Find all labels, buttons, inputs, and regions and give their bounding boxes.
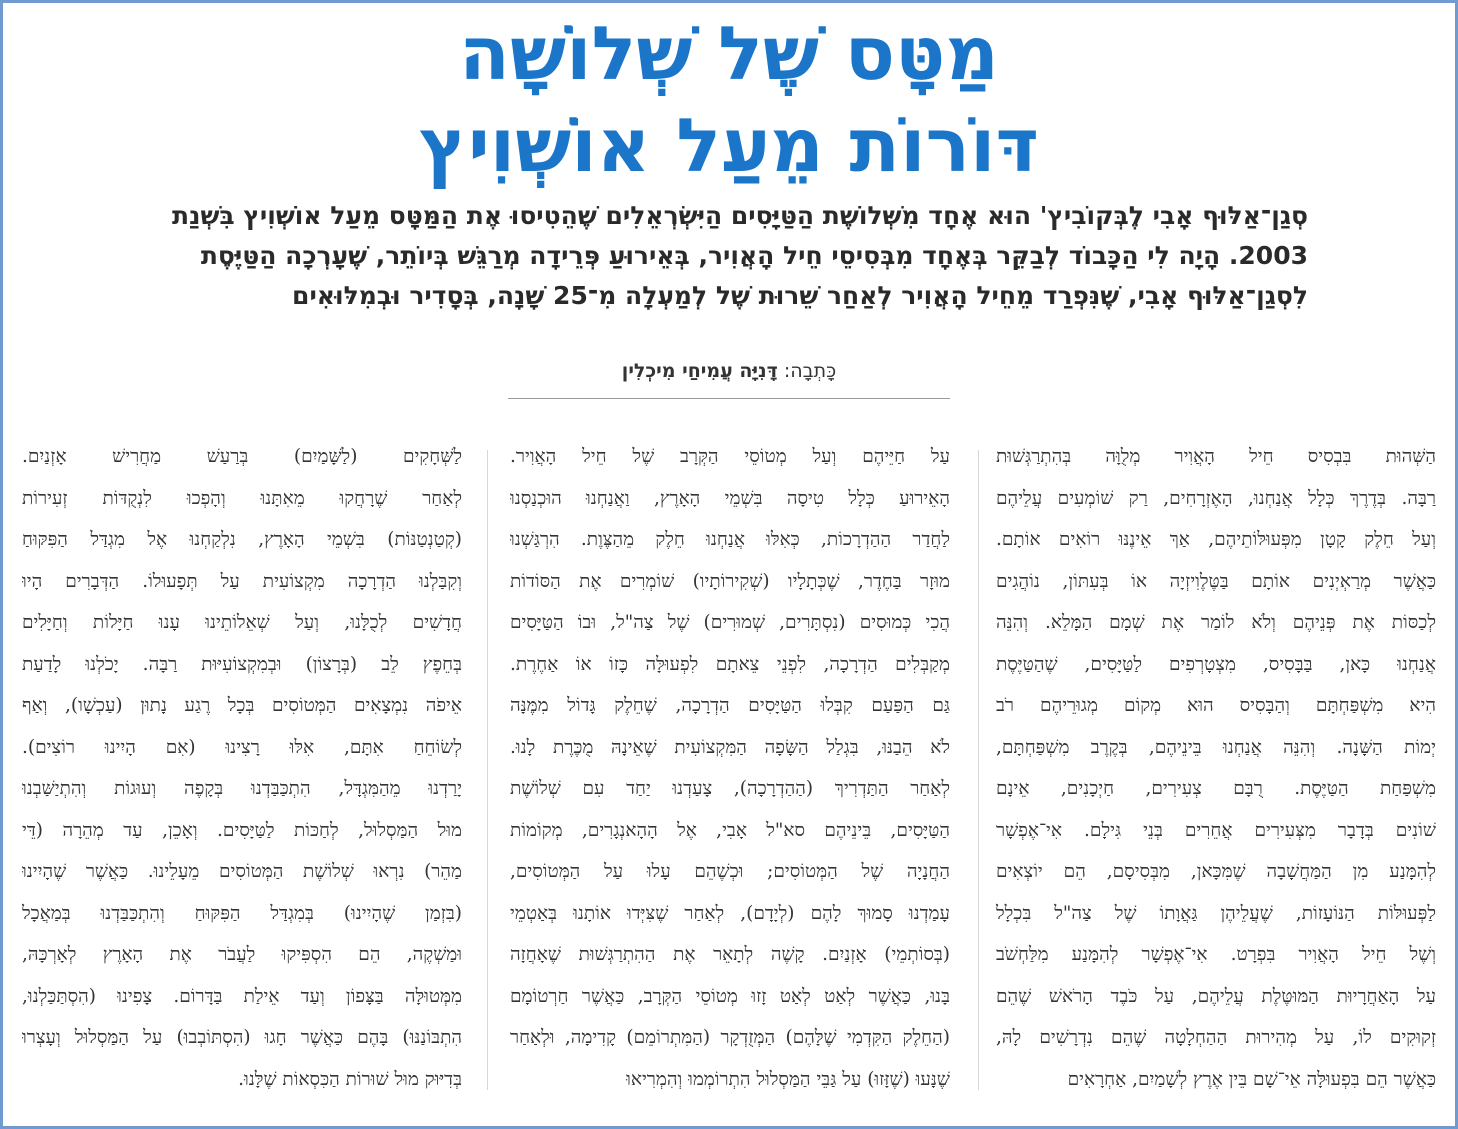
- lead-line: לִסְגַן־אַלּוּף אָבִי, שֶׁנִּפְרַד מֵחֵיל הָאֲוִיר לְאַחַר שֵׁרוּת שֶׁל לְמַעְלָה מִ־25 שָׁנָה, בְּסָדִיר וּבְמִלּוּאִים: [292, 281, 1308, 310]
- text-line: בְּחֵפֶץ לֵב (בְּרָצוֹן) וּבְמִקְצוֹעִיּוּת רַבָּה. יָכֹלְנוּ לָדַעַת: [22, 653, 462, 675]
- text-line: אֵיפֹה נִמְצָאִים הַמְּטוֹסִים בְּכָל רֶגַע נָתוּן (עַכְשָׁו), וְאַף: [22, 695, 462, 716]
- text-line: הַטַּיָּסִים, בֵּינֵיהֶם סא"ל אָבִי, אֶל הָהָאנְגָרִים, מְקוֹמוֹת: [510, 819, 950, 841]
- text-line: מְקַבְּלִים הַדְרָכָה, לִפְנֵי צֵאתָם לִפְעוּלָּה כָּזוֹ אוֹ אַחֶרֶת.: [510, 653, 950, 675]
- text-line: לְכַסּוֹת אֶת פְּנֵיהֶם וְלֹא לוֹמַר אֶת שְׁמָם הַמָּלֵא. וְהִנֵּה: [996, 612, 1436, 633]
- text-line: שֶׁנָּעוּ (שֶׁזָּזוּ) עַל גַּבֵּי הַמַּסְלוּל הִתְרוֹמְמוּ וְהִמְרִיאוּ: [626, 1068, 950, 1090]
- headline-line-1: מַטָּס שֶׁל שְׁלוֹשָׁה: [459, 11, 999, 97]
- text-line: לֹא הֵבַנּוּ, בִּגְלַל הַשָּׂפָה הַמִּקְצוֹעִית שֶׁאֵינָהּ מֻכֶּרֶת לָנוּ.: [510, 736, 950, 758]
- text-line: כַּאֲשֶׁר מְרַאְיְנִים אוֹתָם בַּטֶּלֶוִיזְיָה אוֹ בְּעִתּוֹן, נוֹהֲגִים: [996, 570, 1436, 592]
- lead-paragraph: [70, 196, 1308, 316]
- text-line: הָאֵירוּעַ כְּלָל טִיסָה בִּשְׁמֵי הָאָרֶץ, וַאֲנַחְנוּ הוּכְנַסְנוּ: [510, 487, 950, 509]
- text-line: (קְטַנְטַנּוֹת) בִּשְׁמֵי הָאָרֶץ, נִלְקַחְנוּ אֶל מִגְדַּל הַפִּקּוּחַ: [22, 529, 462, 550]
- text-line: הַחֲנָיָה שֶׁל הַמְּטוֹסִים; וּכְשֶׁהֵם עָלוּ עַל הַמְּטוֹסִים,: [510, 861, 950, 882]
- text-line: מוּזָר בַּחֶדֶר, שֶׁכְּתָלָיו (שְׁקִירוֹתָיו) שׁוֹמְרִים אֶת הַסּוֹדוֹת: [510, 570, 950, 592]
- column-left: [22, 436, 462, 1100]
- text-line: לְאַחַר שֶׁרָחֲקוּ מֵאִתָּנוּ וְהָפְכוּ לִנְקֻדּוֹת זְעִירוֹת: [22, 487, 462, 509]
- text-line: אֲנַחְנוּ כָּאן, בַּבָּסִיס, מִצְטָרְפִים לַטַּיָּסִים, שֶׁהַטַּיֶּסֶת: [996, 653, 1436, 675]
- column-right: [996, 436, 1436, 1100]
- text-line: הַשְּׁהוּת בִּבְסִיס חֵיל הָאֲוִיר מְלֻוָּה בְּהִתְרַגְּשׁוּת: [996, 446, 1436, 467]
- lead-line: סְגַן־אַלּוּף אָבִי לֶבְּקוֹבִיץ' הוּא אֶחָד מִשְּׁלוֹשֶׁת הַטַּיָּסִים הַיִּשְׂרְאֵלִים שֶׁהֵטִיסוּ אֶת הַמַּטָּס מֵעַל אוֹשְׁוִיץ בִּשְׁנַת: [172, 201, 1308, 230]
- byline-prefix: כָּתְבָה:: [783, 360, 837, 382]
- text-line: וְעַל חֵלֶק קָטָן מִפְּעוּלּוֹתֵיהֶם, אַךְ אֵינֶנּוּ רוֹאִים אוֹתָם.: [996, 529, 1436, 550]
- text-line: יְמוֹת הַשָּׁנָה. וְהִנֵּה אֲנַחְנוּ בֵּינֵיהֶם, בְּקֶרֶב מִשְׁפַּחְתָּם,: [996, 736, 1436, 758]
- text-line: הֲכִי כְּמוּסִים (נִסְתָּרִים, שְׁמוּרִים) שֶׁל צַה"ל, וּבוֹ הַטַּיָּסִים: [510, 612, 950, 633]
- text-line: וְקִבַּלְנוּ הַדְרָכָה מִקְצוֹעִית עַל תְּפָעוּלוֹ. הַדְּבָרִים הָיוּ: [22, 570, 462, 592]
- text-line: (הַחֵלֶק הַקִּדְמִי שֶׁלָּהֶם) הַמְּזֻדְקָר (הַמִּתְרוֹמֵם) קָדִימָה, וּלְאַחַר: [510, 1027, 950, 1048]
- byline-divider: [508, 398, 950, 399]
- text-line: עָמַדְנוּ סָמוּךְ לָהֶם (לְיָדָם), לְאַחַר שֶׁצִּיְּדוּ אוֹתָנוּ בְּאַטְמֵי: [510, 902, 950, 924]
- text-line: בָּנוּ, כַּאֲשֶׁר לְאַט לְאַט זָזוּ מְטוֹסֵי הַקְּרָב, כַּאֲשֶׁר חַרְטוֹמָם: [510, 985, 950, 1007]
- text-line: מַהֵר) נִרְאוּ שְׁלוֹשֶׁת הַמְּטוֹסִים מֵעָלֵינוּ. כַּאֲשֶׁר שֶׁהָיִינוּ: [22, 861, 462, 882]
- text-line: חֲדָשִׁים לְכֻלָּנוּ, וְעַל שְׁאֵלוֹתֵינוּ עָנוּ חַיָּלוֹת וְחַיָּלִים: [22, 612, 462, 633]
- text-line: עַל חַיֵּיהֶם וְעַל מְטוֹסֵי הַקְּרָב שֶׁל חֵיל הָאֲוִיר.: [510, 446, 950, 467]
- text-line: שׁוֹנִים בְּדָבָר מִצְּעִירִים אֲחֵרִים בְּנֵי גִּילָם. אִי־אֶפְשָׁר: [996, 819, 1436, 841]
- text-line: לַשְּׁחָקִים (לַשָּׁמַיִם) בְּרַעַשׁ מַחֲרִישׁ אָזְנַיִם.: [22, 446, 462, 467]
- text-line: מוּל הַמַּסְלוּל, לְחַכּוֹת לַטַּיָּסִים. וְאָכֵן, עַד מְהֵרָה (דֵּי: [22, 819, 462, 841]
- text-line: וְשֶׁל חֵיל הָאֲוִיר בִּפְרָט. אִי־אֶפְשָׁר לְהִמָּנַע מִלַּחְשֹׁב: [996, 944, 1436, 965]
- text-line: יָרַדְנוּ מֵהַמִּגְדָּל, הִתְכַּבַּדְנוּ בְּקָפֶה וְעוּגוֹת וְהִתְיַשַּׁבְנוּ: [22, 778, 462, 799]
- text-line: (בִּזְמַן שֶׁהָיִינוּ) בְּמִגְדַּל הַפִּקּוּחַ וְהִתְכַּבַּדְנוּ בְּמַאֲכָל: [22, 902, 462, 924]
- text-line: וּמַשְׁקֶה, הֵם הִסְפִּיקוּ לַעֲבֹר אֶת הָאָרֶץ לְאָרְכָּהּ,: [22, 944, 462, 965]
- text-line: הִתְבּוֹנַנּוּ) בָּהֶם כַּאֲשֶׁר חָגוּ (הִסְתּוֹבְבוּ) עַל הַמַּסְלוּל וְעָצְרוּ: [22, 1027, 462, 1048]
- text-line: בְּדִיּוּק מוּל שׁוּרוֹת הַכִּסְאוֹת שֶׁלָּנוּ.: [238, 1068, 462, 1090]
- text-line: מִמְּטוּלָּה בַּצָּפוֹן וְעַד אֵילַת בַּדָּרוֹם. צָפִינוּ (הִסְתַּכַּלְנוּ,: [22, 985, 462, 1007]
- text-line: עַל הָאַחֲרָיוּת הַמּוּטֶּלֶת עֲלֵיהֶם, עַל כֹּבֶד הָרֹאשׁ שֶׁהֵם: [996, 985, 1436, 1007]
- text-line: כַּאֲשֶׁר הֵם בִּפְעוּלָּה אֵי־שָׁם בֵּין אֶרֶץ לְשָׁמַיִם, אַחְרָאִים: [1067, 1068, 1436, 1090]
- text-line: רַבָּה. בְּדֶרֶךְ כְּלָל אֲנַחְנוּ, הָאֶזְרָחִים, רַק שׁוֹמְעִים עֲלֵיהֶם: [996, 487, 1436, 509]
- text-line: לְשׂוֹחֵחַ אִתָּם, אִלּוּ רָצִינוּ (אִם הָיִינוּ רוֹצִים).: [22, 736, 462, 758]
- byline-author: דָּנִיָּה עֲמִיחַי מִיכְלִין: [621, 360, 778, 382]
- text-line: לְהִמָּנַע מִן הַמַּחֲשָׁבָה שֶׁמִּכָּאן, מִבְּסִיסָם, הֵם יוֹצְאִים: [996, 861, 1436, 882]
- text-line: לַחֲדַר הַהַדְרָכוֹת, כְּאִלּוּ אֲנַחְנוּ חֵלֶק מֵהַצֶּוֶת. הִרְגַּשְׁנוּ: [510, 529, 950, 550]
- text-line: לַפְּעוּלּוֹת הַנּוֹעָזוֹת, שֶׁעֲלֵיהֶן גַּאֲוָתוֹ שֶׁל צַה"ל בִּכְלָל: [996, 902, 1436, 924]
- text-line: (בְּסוֹתְמֵי) אָזְנַיִם. קָשֶׁה לְתָאֵר אֶת הַהִתְרַגְּשׁוּת שֶׁאָחֲזָה: [510, 944, 950, 965]
- text-line: גַּם הַפַּעַם קִבְּלוּ הַטַּיָּסִים הַדְרָכָה, שֶׁחֵלֶק גָּדוֹל מִמֶּנָּה: [510, 695, 950, 716]
- column-divider: [487, 450, 488, 1090]
- text-line: מִשְׁפַּחַת הַטַּיֶּסֶת. רֻבָּם צְעִירִים, חַיְכָנִים, אֵינָם: [996, 778, 1436, 799]
- text-line: לְאַחַר הַתַּדְרִיךְ (הַהַדְרָכָה), צָעַדְנוּ יַחַד עִם שְׁלוֹשֶׁת: [510, 778, 950, 799]
- text-line: זְקוּקִים לוֹ, עַל מְהִירוּת הַהַחְלָטָה שֶׁהֵם נִדְרָשִׁים לָהּ,: [996, 1027, 1436, 1048]
- headline-line-2: דּוֹרוֹת מֵעַל אוֹשְׁוִיץ: [419, 103, 1039, 189]
- byline: [0, 360, 1458, 382]
- lead-line: 2003. הָיָה לִי הַכָּבוֹד לְבַקֵּר בְּאֶחָד מִבְּסִיסֵי חֵיל הָאֲוִיר, בְּאֵירוּעַ פְּרֵידָה מְרַגֵּשׁ בְּיוֹתֵר, שֶׁעָרְכָה הַטַּיֶּסֶת: [200, 241, 1308, 270]
- column-divider: [978, 450, 979, 1090]
- text-line: הִיא מִשְׁפַּחְתָּם וְהַבָּסִיס הוּא מְקוֹם מְגוּרֵיהֶם רֹב: [996, 695, 1436, 716]
- column-middle: [510, 436, 950, 1100]
